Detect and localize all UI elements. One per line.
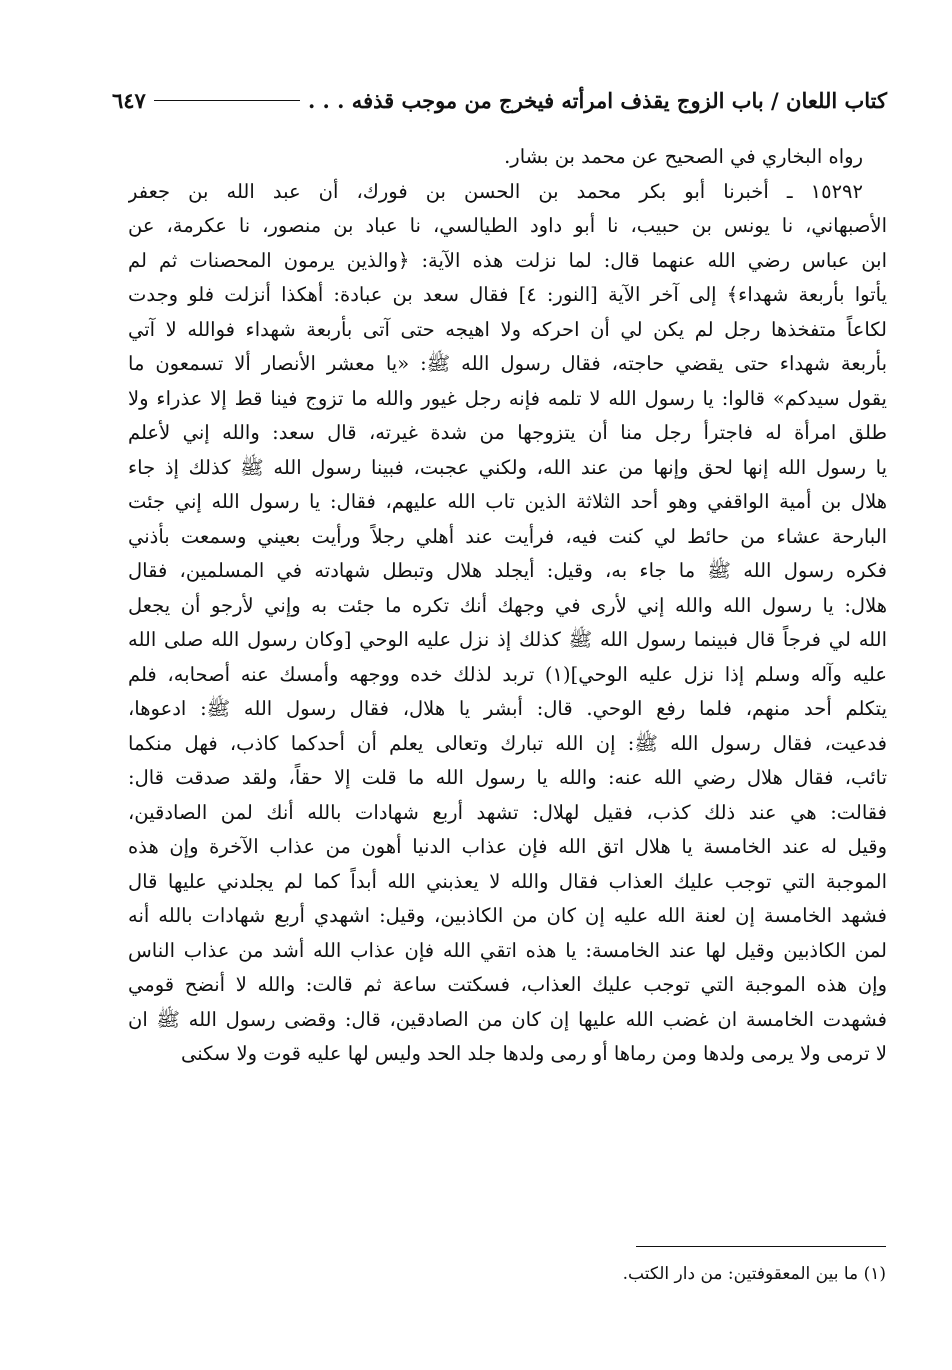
text-line: فشهدت الخامسة ان غضب الله عليها إن كان من الصادقين، قال: وقضى رسول الله ﷺ ان [128, 1007, 887, 1031]
text-line: لكاعاً متفخذها رجل لم يكن لي أن احركه ولا اهيجه حتى آتى بأربعة شهداء فوالله لا آتي [128, 317, 887, 341]
text-line: عليه وآله وسلم إذا نزل عليه الوحي](١) تربد لذلك خده ووجهه وأمسك عنه أصحابه، فلم [128, 662, 887, 686]
text-line: طلق امرأة له فاجترأ رجل منا أن يتزوجها من شدة غيرته، قال سعد: والله إني لأعلم [128, 421, 887, 444]
text-line: هلال: يا رسول الله والله إني لأرى في وجهك أنك تكره ما جئت به وإني لأرجو أن يجعل [128, 593, 887, 617]
footnote: (١) ما بين المعقوفتين: من دار الكتب. [622, 1264, 886, 1284]
text-line: لمن الكاذبين وقيل لها عند الخامسة: يا هذه اتقي الله فإن عذاب الله أشد من عذاب الناس [128, 938, 887, 962]
text-line: يقول سيدكم» قالوا: يا رسول الله لا تلمه فإنه رجل غيور والله ما تزوج فينا قط إلا عذراء ولا [128, 386, 887, 410]
text-line: الله لي فرجاً قال فبينما رسول الله ﷺ كذلك إذ نزل عليه الوحي [وكان رسول الله صلى الله [128, 628, 887, 651]
text-line: الموجبة التي توجب عليك العذاب فقال والله لا يعذبني الله أبداً كما لم يجلدني عليها قال [128, 869, 887, 893]
text-line: يأتوا بأربعة شهداء﴾ إلى آخر الآية [النور: ٤] فقال سعد بن عبادة: أهكذا أنزلت فلو وجدت [128, 283, 887, 306]
text-line: يا رسول الله إنها لحق وإنها من عند الله، ولكني عجبت، فبينا رسول الله ﷺ كذلك إذ جاء [128, 455, 887, 479]
text-line: فشهد الخامسة إن لعنة الله عليه إن كان من الكاذبين، وقيل: اشهدي أربع شهادات بالله أنه [128, 904, 887, 927]
text-line: تائب، فقال هلال رضي الله عنه: والله يا رسول الله ما قلت إلا حقاً، ولقد صدقت قال: [128, 766, 887, 789]
text-line: الأصبهاني، نا يونس بن حبيب، نا أبو داود الطيالسي، نا عباد بن منصور، نا عكرمة، عن [128, 214, 887, 237]
header-rule [154, 100, 300, 101]
text-line: فقالت: هي عند ذلك كذب، فقيل لهلال: تشهد أربع شهادات بالله أنك لمن الصادقين، [128, 800, 887, 824]
text-line: وقيل له عند الخامسة يا هلال اتق الله فإن عذاب الدنيا أهون من عذاب الآخرة وإن هذه [128, 835, 887, 858]
text-line: هلال بن أمية الواقفي وهو أحد الثلاثة الذين تاب الله عليهم، فقال: يا رسول الله إني جئت [128, 490, 887, 513]
text-line: بأربعة شهداء حتى يقضي حاجته، فقال رسول الله ﷺ: «يا معشر الأنصار ألا تسمعون ما [128, 352, 887, 375]
text-line: فكره رسول الله ﷺ ما جاء به، وقيل: أيجلد هلال وتبطل شهادته في المسلمين، فقال [128, 559, 887, 582]
text-line: فدعيت، فقال رسول الله ﷺ: إن الله تبارك وتعالى يعلم أن أحدكما كاذب، فهل منكما [128, 731, 887, 755]
running-header [112, 80, 887, 120]
text-line: وإن هذه الموجبة التي توجب عليك العذاب، فسكتت ساعة ثم قالت: والله لا أنضح قومي [128, 973, 887, 996]
text-line: ابن عباس رضي الله عنهما قال: لما نزلت هذه الآية: ﴿والذين يرمون المحصنات ثم لم [128, 248, 887, 272]
text-line: البارحة عشاء من حائط لي كنت فيه، فرأيت عند أهلي رجلاً ورأيت بعيني وسمعت بأذني [128, 524, 887, 548]
footnote-rule [636, 1246, 886, 1247]
text-line: رواه البخاري في الصحيح عن محمد بن بشار. [504, 145, 863, 168]
text-line: لا ترمى ولا يرمى ولدها ومن رماها أو رمى ولدها جلد الحد وليس لها عليه قوت ولا سكنى [181, 1042, 887, 1065]
running-title: كتاب اللعان / باب الزوج يقذف امرأته فيخرج من موجب قذفه . . . [307, 87, 887, 113]
main-text [128, 140, 887, 1072]
text-line: يتكلم أحد منهم، فلما رفع الوحي. قال: أبشر يا هلال، فقال رسول الله ﷺ: ادعوها، [128, 697, 887, 720]
page-number: ٦٤٧ [112, 87, 146, 113]
text-line: ١٥٢٩٢ ـ أخبرنا أبو بكر محمد بن الحسن بن فورك، أن عبد الله بن جعفر [128, 179, 863, 203]
